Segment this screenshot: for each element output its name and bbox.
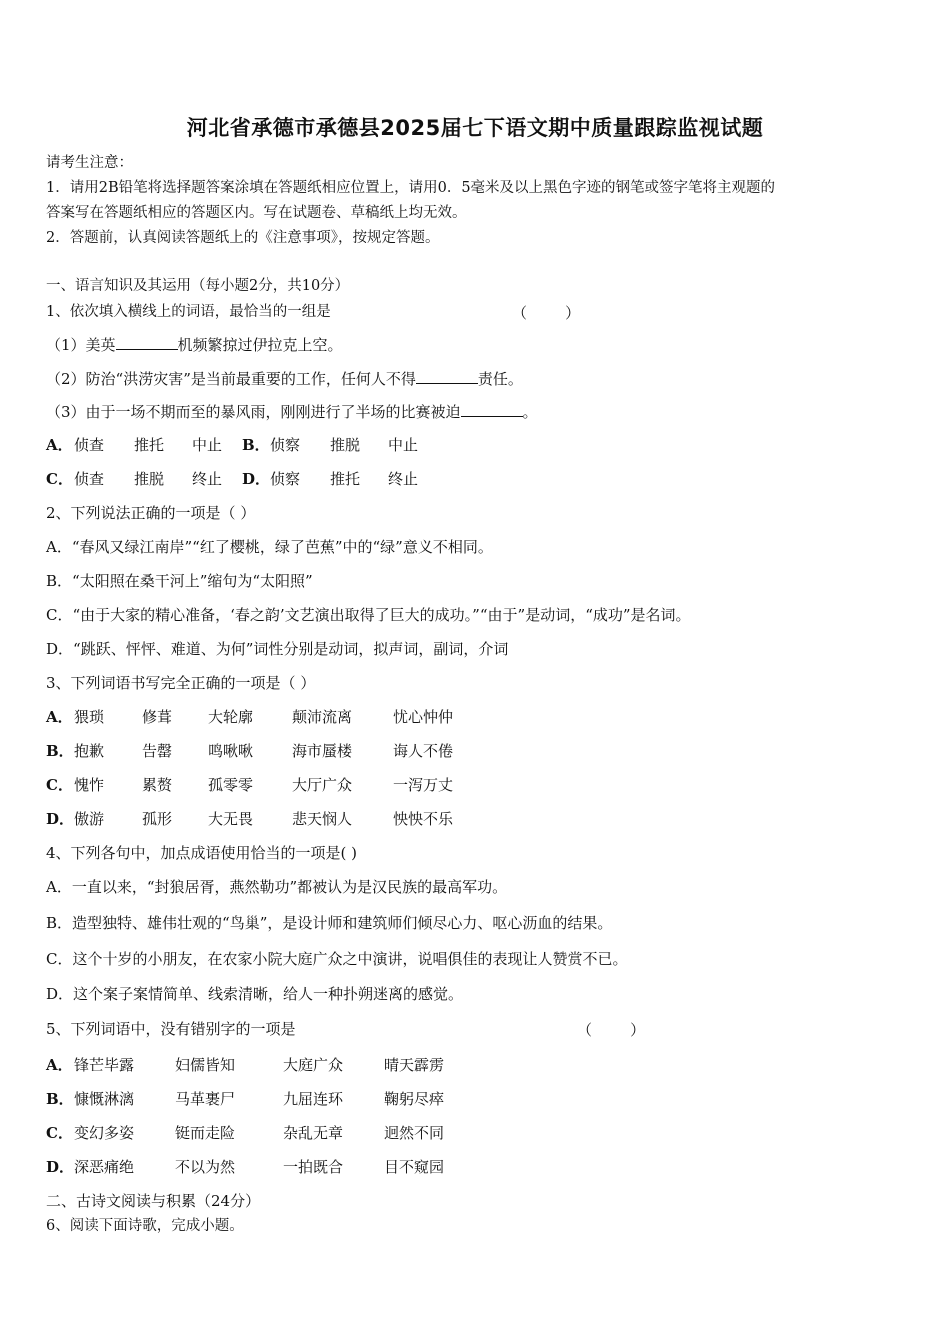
q5-answer-paren: （ ） [577,1021,646,1039]
q6-stem: 6、阅读下面诗歌，完成小题。 [46,1218,244,1234]
notice-item-1a: 1．请用2B铅笔将选择题答案涂填在答题纸相应位置上，请用0．5毫米及以上黑色字迹的钢笔或签字笔将主观题的 [46,180,776,196]
q1-s2-part-a: （2）防治“洪涝灾害”是当前最重要的工作，任何人不得 [46,370,416,388]
q5-d-word-3: 一拍既合 [283,1158,344,1176]
q1-s1-blank [116,335,178,350]
q5-d-word-4: 目不窥园 [384,1158,445,1176]
q3-a-word-3: 大轮廓 [208,708,254,726]
q4-option-d: D．这个案子案情简单、线索清晰，给人一种扑朔迷离的感觉。 [46,985,464,1003]
q5-b-label: B． [46,1090,74,1108]
q2-option-b: B．“太阳照在桑干河上”缩句为“太阳照” [46,572,313,590]
q3-c-word-1: 愧怍 [74,776,105,794]
q1-options-row-2 [46,469,438,489]
q3-c-label: C． [46,776,73,794]
q3-b-label: B． [46,742,74,760]
q5-a-word-2: 妇儒皆知 [175,1056,236,1074]
q3-d-word-5: 怏怏不乐 [393,810,454,828]
page-title: 河北省承德市承德县2025届七下语文期中质量跟踪监视试题 [186,116,764,140]
q3-b-word-3: 鸣啾啾 [208,742,254,760]
q1-s1-part-b: 机频繁掠过伊拉克上空。 [177,336,343,354]
q1-sentence-2 [46,369,523,389]
q3-a-word-4: 颠沛流离 [292,708,353,726]
q3-c-word-2: 累赘 [142,776,173,794]
q1-stem: 1、依次填入横线上的词语，最恰当的一组是 [46,304,331,320]
q1-answer-paren: （ ） [512,304,581,322]
notice-item-2: 2．答题前，认真阅读答题纸上的《注意事项》，按规定答题。 [46,230,440,246]
q3-d-label: D． [46,810,75,828]
q3-a-word-2: 修葺 [142,708,173,726]
q1-s1-part-a: （1）美英 [46,336,116,354]
q1-option-a-word-2: 推托 [134,436,165,454]
q5-d-word-2: 不以为然 [175,1158,236,1176]
q3-a-word-5: 忧心忡仲 [393,708,454,726]
q3-d-word-3: 大无畏 [208,810,254,828]
q5-c-word-4: 迥然不同 [384,1124,445,1142]
q1-sentence-1 [46,335,343,355]
q5-stem: 5、下列词语中，没有错别字的一项是 [46,1020,296,1038]
q4-option-b: B．造型独特、雄伟壮观的“鸟巢”，是设计师和建筑师们倾尽心力、呕心沥血的结果。 [46,914,613,932]
q1-s2-blank [416,369,478,384]
q5-b-word-2: 马革裹尸 [175,1090,236,1108]
q5-b-word-3: 九屈连环 [283,1090,344,1108]
q1-options-row-1 [46,435,438,455]
q5-d-word-1: 深恶痛绝 [74,1158,135,1176]
q3-b-word-2: 告罄 [142,742,173,760]
section-2-heading: 二、古诗文阅读与积累（24分） [46,1192,261,1210]
q3-b-word-1: 抱歉 [74,742,105,760]
q4-option-c: C．这个十岁的小朋友，在农家小院大庭广众之中演讲，说唱俱佳的表现让人赞赏不已。 [46,950,628,968]
q5-option-c [46,1123,444,1143]
q5-c-word-1: 变幻多姿 [74,1124,135,1142]
q1-option-d-word-3: 终止 [388,470,419,488]
section-1-heading: 一、语言知识及其运用（每小题2分，共10分） [46,278,350,294]
q1-option-c-word-3: 终止 [192,470,223,488]
q3-option-d [46,809,453,829]
q5-option-b [46,1089,444,1109]
q1-option-c-label: C． [46,470,73,488]
q2-option-d: D．“跳跃、怦怦、难道、为何”词性分别是动词，拟声词，副词，介词 [46,640,509,658]
q1-s3-blank [461,402,523,417]
q3-option-a [46,707,453,727]
q1-sentence-3 [46,402,538,422]
q1-option-d-word-2: 推托 [330,470,361,488]
q5-option-a [46,1055,444,1075]
q3-option-c [46,775,453,795]
q1-option-b-word-3: 中止 [388,436,419,454]
q3-stem: 3、下列词语书写完全正确的一项是（ ） [46,674,316,692]
q5-a-word-4: 晴天霹雳 [384,1056,445,1074]
q3-b-word-4: 海市蜃楼 [292,742,353,760]
notice-heading: 请考生注意： [46,155,133,171]
q5-c-label: C． [46,1124,73,1142]
q1-option-a-word-1: 侦查 [74,436,105,454]
notice-item-1b: 答案写在答题纸相应的答题区内。写在试题卷、草稿纸上均无效。 [46,205,467,221]
q5-a-word-3: 大庭广众 [283,1056,344,1074]
q1-option-c-word-2: 推脱 [134,470,165,488]
q3-c-word-3: 孤零零 [208,776,254,794]
q4-stem: 4、下列各句中，加点成语使用恰当的一项是( ) [46,844,358,862]
q2-option-c: C．“由于大家的精心准备，‘春之韵’文艺演出取得了巨大的成功。”“由于”是动词，“成功”是名词。 [46,606,691,624]
q3-d-word-1: 傲游 [74,810,105,828]
q3-option-b [46,741,453,761]
q5-a-label: A． [46,1056,73,1074]
q3-b-word-5: 诲人不倦 [393,742,454,760]
q5-d-label: D． [46,1158,75,1176]
q3-c-word-4: 大厅广众 [292,776,353,794]
q5-b-word-4: 鞠躬尽瘁 [384,1090,445,1108]
q4-option-a: A．一直以来，“封狼居胥，燕然勒功”都被认为是汉民族的最高军功。 [46,878,508,896]
q1-s2-part-b: 责任。 [477,370,523,388]
q3-d-word-4: 悲天悯人 [292,810,353,828]
q1-option-c-word-1: 侦查 [74,470,105,488]
q5-b-word-1: 慷慨淋漓 [74,1090,135,1108]
q1-option-a-word-3: 中止 [192,436,223,454]
q1-option-b-label: B． [242,436,270,454]
q2-option-a: A．“春风又绿江南岸”“红了樱桃，绿了芭蕉”中的“绿”意义不相同。 [46,538,493,556]
q5-c-word-3: 杂乱无章 [283,1124,344,1142]
q3-a-label: A． [46,708,73,726]
q1-option-d-label: D． [242,470,271,488]
q5-c-word-2: 铤而走险 [175,1124,236,1142]
q5-option-d [46,1157,444,1177]
q1-s3-part-b: 。 [522,403,538,421]
q1-option-b-word-2: 推脱 [330,436,361,454]
q1-option-a-label: A． [46,436,73,454]
q2-stem: 2、下列说法正确的一项是（ ） [46,504,256,522]
q5-a-word-1: 锋芒毕露 [74,1056,135,1074]
q3-c-word-5: 一泻万丈 [393,776,454,794]
q3-d-word-2: 孤形 [142,810,173,828]
q1-option-b-word-1: 侦察 [270,436,301,454]
q1-s3-part-a: （3）由于一场不期而至的暴风雨，刚刚进行了半场的比赛被迫 [46,403,461,421]
q3-a-word-1: 猥琐 [74,708,105,726]
q1-option-d-word-1: 侦察 [270,470,301,488]
